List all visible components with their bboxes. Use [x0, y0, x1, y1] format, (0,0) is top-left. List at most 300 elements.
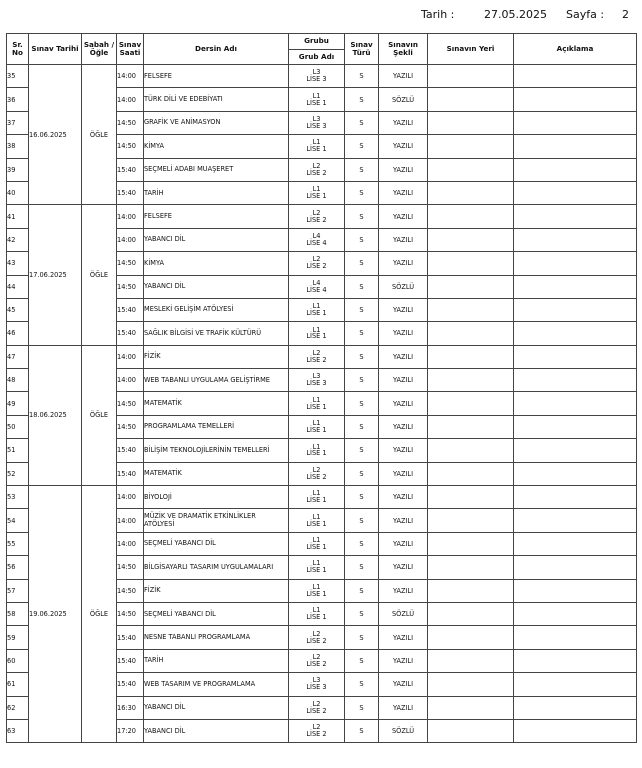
group-name: LİSE 1: [306, 613, 327, 622]
group-code: L2: [312, 161, 321, 170]
group-cell: [289, 532, 345, 555]
exam-date: 19.06.2025: [29, 486, 82, 743]
exam-time: 14:50: [117, 111, 144, 134]
group-code: L1: [312, 489, 321, 498]
group-name: LİSE 1: [306, 589, 327, 598]
course-name: YABANCI DİL: [144, 719, 289, 742]
exam-type: S: [345, 135, 379, 158]
course-name: FELSEFE: [144, 65, 289, 88]
exam-location: [428, 275, 514, 298]
row-number: 39: [7, 158, 29, 181]
exam-type: S: [345, 205, 379, 228]
exam-note: [514, 439, 637, 462]
exam-note: [514, 345, 637, 368]
exam-location: [428, 439, 514, 462]
exam-schedule-table: [6, 33, 637, 743]
exam-time: 14:00: [117, 509, 144, 532]
row-number: 47: [7, 345, 29, 368]
course-name: FİZİK: [144, 345, 289, 368]
group-cell: [289, 626, 345, 649]
col-shift-header: Sabah / Öğle: [82, 34, 117, 65]
group-cell: [289, 298, 345, 321]
exam-type: S: [345, 626, 379, 649]
group-name: LİSE 2: [306, 355, 327, 364]
exam-type: S: [345, 673, 379, 696]
table-row: [7, 205, 637, 228]
group-cell: [289, 65, 345, 88]
exam-time: 14:00: [117, 205, 144, 228]
exam-shift: ÖĞLE: [82, 345, 117, 485]
table-row: [7, 345, 637, 368]
row-number: 61: [7, 673, 29, 696]
exam-time: 14:50: [117, 415, 144, 438]
exam-location: [428, 88, 514, 111]
group-code: L2: [312, 255, 321, 264]
exam-mode: YAZILI: [379, 486, 428, 509]
group-code: L1: [312, 442, 321, 451]
exam-note: [514, 532, 637, 555]
course-name: FELSEFE: [144, 205, 289, 228]
exam-location: [428, 696, 514, 719]
group-cell: [289, 88, 345, 111]
course-name: MESLEKİ GELİŞİM ATÖLYESİ: [144, 298, 289, 321]
group-cell: [289, 602, 345, 625]
exam-type: S: [345, 369, 379, 392]
row-number: 57: [7, 579, 29, 602]
group-code: L1: [312, 325, 321, 334]
exam-note: [514, 205, 637, 228]
col-mode-header: Sınavın Şekli: [379, 34, 428, 65]
exam-type: S: [345, 719, 379, 742]
exam-mode: YAZILI: [379, 181, 428, 204]
exam-date: 18.06.2025: [29, 345, 82, 485]
exam-shift: ÖĞLE: [82, 486, 117, 743]
row-number: 44: [7, 275, 29, 298]
group-name: LİSE 3: [306, 379, 327, 388]
exam-time: 14:50: [117, 556, 144, 579]
exam-note: [514, 228, 637, 251]
exam-type: S: [345, 345, 379, 368]
exam-mode: YAZILI: [379, 579, 428, 602]
exam-time: 14:50: [117, 252, 144, 275]
exam-type: S: [345, 392, 379, 415]
row-number: 60: [7, 649, 29, 672]
exam-time: 14:50: [117, 579, 144, 602]
col-time-header: Sınav Saati: [117, 34, 144, 65]
exam-mode: YAZILI: [379, 322, 428, 345]
col-type-header: Sınav Türü: [345, 34, 379, 65]
exam-location: [428, 228, 514, 251]
exam-location: [428, 252, 514, 275]
exam-date: 16.06.2025: [29, 65, 82, 205]
exam-mode: SÖZLÜ: [379, 602, 428, 625]
exam-location: [428, 415, 514, 438]
table-body: [7, 65, 637, 743]
exam-location: [428, 719, 514, 742]
exam-note: [514, 88, 637, 111]
exam-mode: YAZILI: [379, 673, 428, 696]
table-header: [7, 34, 637, 65]
group-name: LİSE 1: [306, 98, 327, 107]
group-code: L1: [312, 185, 321, 194]
group-name: LİSE 1: [306, 309, 327, 318]
group-name: LİSE 2: [306, 730, 327, 739]
exam-mode: YAZILI: [379, 696, 428, 719]
group-name: LİSE 1: [306, 449, 327, 458]
group-cell: [289, 275, 345, 298]
row-number: 51: [7, 439, 29, 462]
exam-type: S: [345, 252, 379, 275]
exam-mode: YAZILI: [379, 205, 428, 228]
exam-mode: SÖZLÜ: [379, 719, 428, 742]
exam-note: [514, 252, 637, 275]
exam-location: [428, 181, 514, 204]
page-header: [0, 8, 642, 24]
exam-time: 15:40: [117, 462, 144, 485]
row-number: 59: [7, 626, 29, 649]
group-cell: [289, 111, 345, 134]
exam-location: [428, 369, 514, 392]
exam-time: 14:00: [117, 486, 144, 509]
exam-location: [428, 345, 514, 368]
date-value: 27.05.2025: [484, 8, 547, 21]
exam-location: [428, 556, 514, 579]
exam-type: S: [345, 462, 379, 485]
group-code: L2: [312, 723, 321, 732]
row-number: 49: [7, 392, 29, 415]
exam-location: [428, 602, 514, 625]
exam-mode: YAZILI: [379, 158, 428, 181]
exam-mode: YAZILI: [379, 369, 428, 392]
group-name: LİSE 1: [306, 566, 327, 575]
exam-mode: YAZILI: [379, 509, 428, 532]
group-name: LİSE 1: [306, 192, 327, 201]
row-number: 54: [7, 509, 29, 532]
exam-note: [514, 509, 637, 532]
course-name: TARİH: [144, 181, 289, 204]
group-name: LİSE 2: [306, 262, 327, 271]
exam-time: 14:50: [117, 602, 144, 625]
group-cell: [289, 252, 345, 275]
group-code: L2: [312, 629, 321, 638]
exam-note: [514, 65, 637, 88]
group-cell: [289, 369, 345, 392]
group-code: L1: [312, 138, 321, 147]
group-code: L1: [312, 302, 321, 311]
row-number: 55: [7, 532, 29, 555]
exam-note: [514, 111, 637, 134]
exam-location: [428, 649, 514, 672]
exam-location: [428, 509, 514, 532]
group-cell: [289, 509, 345, 532]
group-name: LİSE 2: [306, 659, 327, 668]
exam-time: 14:00: [117, 345, 144, 368]
exam-note: [514, 392, 637, 415]
exam-mode: SÖZLÜ: [379, 88, 428, 111]
row-number: 37: [7, 111, 29, 134]
exam-mode: YAZILI: [379, 439, 428, 462]
exam-time: 15:40: [117, 158, 144, 181]
exam-shift: ÖĞLE: [82, 65, 117, 205]
exam-mode: SÖZLÜ: [379, 275, 428, 298]
exam-type: S: [345, 322, 379, 345]
group-name: LİSE 3: [306, 683, 327, 692]
exam-note: [514, 649, 637, 672]
group-cell: [289, 462, 345, 485]
col-group-header: Grubu: [289, 34, 345, 50]
exam-note: [514, 696, 637, 719]
exam-location: [428, 205, 514, 228]
exam-time: 15:40: [117, 439, 144, 462]
col-course-header: Dersin Adı: [144, 34, 289, 65]
course-name: BİLİŞİM TEKNOLOJİLERİNİN TEMELLERİ: [144, 439, 289, 462]
course-name: WEB TASARIM VE PROGRAMLAMA: [144, 673, 289, 696]
exam-time: 14:50: [117, 275, 144, 298]
row-number: 48: [7, 369, 29, 392]
exam-note: [514, 415, 637, 438]
group-code: L3: [312, 68, 321, 77]
group-cell: [289, 135, 345, 158]
group-code: L1: [312, 419, 321, 428]
row-number: 58: [7, 602, 29, 625]
exam-type: S: [345, 509, 379, 532]
exam-mode: YAZILI: [379, 345, 428, 368]
course-name: BİYOLOJİ: [144, 486, 289, 509]
exam-type: S: [345, 298, 379, 321]
exam-note: [514, 486, 637, 509]
exam-mode: YAZILI: [379, 532, 428, 555]
group-name: LİSE 4: [306, 285, 327, 294]
exam-note: [514, 673, 637, 696]
exam-note: [514, 135, 637, 158]
exam-location: [428, 322, 514, 345]
group-code: L3: [312, 676, 321, 685]
course-name: NESNE TABANLI PROGRAMLAMA: [144, 626, 289, 649]
course-name: SEÇMELİ ADABI MUAŞERET: [144, 158, 289, 181]
table-row: [7, 65, 637, 88]
exam-time: 14:00: [117, 532, 144, 555]
course-name: SEÇMELİ YABANCI DİL: [144, 602, 289, 625]
course-name: TÜRK DİLİ VE EDEBİYATI: [144, 88, 289, 111]
group-code: L1: [312, 91, 321, 100]
exam-note: [514, 602, 637, 625]
group-name: LİSE 1: [306, 402, 327, 411]
row-number: 53: [7, 486, 29, 509]
course-name: KİMYA: [144, 135, 289, 158]
exam-type: S: [345, 532, 379, 555]
row-number: 41: [7, 205, 29, 228]
group-code: L2: [312, 208, 321, 217]
course-name: PROGRAMLAMA TEMELLERİ: [144, 415, 289, 438]
group-name: LİSE 3: [306, 121, 327, 130]
col-no-header: Sr. No: [7, 34, 29, 65]
course-name: MATEMATİK: [144, 462, 289, 485]
group-cell: [289, 415, 345, 438]
col-location-header: Sınavın Yeri: [428, 34, 514, 65]
row-number: 38: [7, 135, 29, 158]
exam-note: [514, 719, 637, 742]
exam-location: [428, 65, 514, 88]
exam-note: [514, 158, 637, 181]
group-cell: [289, 649, 345, 672]
group-cell: [289, 439, 345, 462]
group-cell: [289, 673, 345, 696]
exam-mode: YAZILI: [379, 65, 428, 88]
exam-mode: YAZILI: [379, 626, 428, 649]
exam-location: [428, 135, 514, 158]
row-number: 56: [7, 556, 29, 579]
col-group-name-header: Grub Adı: [289, 50, 345, 65]
group-code: L2: [312, 465, 321, 474]
group-code: L2: [312, 348, 321, 357]
row-number: 40: [7, 181, 29, 204]
group-cell: [289, 486, 345, 509]
exam-mode: YAZILI: [379, 556, 428, 579]
page-number: 2: [622, 8, 629, 21]
exam-note: [514, 462, 637, 485]
row-number: 45: [7, 298, 29, 321]
exam-time: 14:00: [117, 228, 144, 251]
exam-type: S: [345, 275, 379, 298]
exam-time: 15:40: [117, 322, 144, 345]
table-row: [7, 486, 637, 509]
group-name: LİSE 1: [306, 543, 327, 551]
row-number: 46: [7, 322, 29, 345]
exam-time: 14:50: [117, 135, 144, 158]
exam-time: 14:00: [117, 88, 144, 111]
exam-mode: YAZILI: [379, 252, 428, 275]
exam-type: S: [345, 415, 379, 438]
group-name: LİSE 1: [306, 426, 327, 435]
group-name: LİSE 4: [306, 238, 327, 247]
group-code: L1: [312, 512, 321, 521]
exam-shift: ÖĞLE: [82, 205, 117, 345]
group-name: LİSE 2: [306, 472, 327, 481]
exam-location: [428, 673, 514, 696]
exam-note: [514, 181, 637, 204]
exam-time: 14:00: [117, 369, 144, 392]
group-code: L2: [312, 699, 321, 708]
exam-note: [514, 626, 637, 649]
date-label: Tarih :: [421, 8, 455, 21]
exam-date: 17.06.2025: [29, 205, 82, 345]
exam-location: [428, 298, 514, 321]
exam-location: [428, 579, 514, 602]
col-date-header: Sınav Tarihi: [29, 34, 82, 65]
group-cell: [289, 345, 345, 368]
group-name: LİSE 2: [306, 168, 327, 177]
row-number: 63: [7, 719, 29, 742]
exam-note: [514, 369, 637, 392]
group-cell: [289, 392, 345, 415]
row-number: 35: [7, 65, 29, 88]
row-number: 62: [7, 696, 29, 719]
exam-location: [428, 158, 514, 181]
exam-type: S: [345, 556, 379, 579]
exam-note: [514, 579, 637, 602]
exam-time: 17:20: [117, 719, 144, 742]
exam-time: 15:40: [117, 673, 144, 696]
exam-type: S: [345, 602, 379, 625]
exam-type: S: [345, 439, 379, 462]
exam-time: 15:40: [117, 626, 144, 649]
group-name: LİSE 2: [306, 706, 327, 715]
group-name: LİSE 1: [306, 332, 327, 341]
group-name: LİSE 1: [306, 519, 327, 528]
group-code: L1: [312, 606, 321, 615]
group-cell: [289, 228, 345, 251]
course-name: SAĞLIK BİLGİSİ VE TRAFİK KÜLTÜRÜ: [144, 322, 289, 345]
exam-type: S: [345, 181, 379, 204]
course-name: YABANCI DİL: [144, 228, 289, 251]
exam-location: [428, 111, 514, 134]
row-number: 50: [7, 415, 29, 438]
exam-time: 15:40: [117, 298, 144, 321]
exam-type: S: [345, 228, 379, 251]
exam-type: S: [345, 158, 379, 181]
row-number: 36: [7, 88, 29, 111]
exam-time: 15:40: [117, 181, 144, 204]
col-note-header: Açıklama: [514, 34, 637, 65]
group-cell: [289, 579, 345, 602]
group-code: L2: [312, 653, 321, 662]
exam-type: S: [345, 696, 379, 719]
group-name: LİSE 2: [306, 636, 327, 645]
group-code: L1: [312, 395, 321, 404]
page-label: Sayfa :: [566, 8, 605, 21]
course-name: BİLGİSAYARLI TASARIM UYGULAMALARI: [144, 556, 289, 579]
exam-type: S: [345, 88, 379, 111]
exam-location: [428, 626, 514, 649]
group-cell: [289, 696, 345, 719]
group-code: L4: [312, 278, 321, 287]
course-name: MÜZİK VE DRAMATİK ETKİNLİKLER ATÖLYESİ: [144, 509, 289, 532]
group-code: L1: [312, 559, 321, 568]
course-name: FİZİK: [144, 579, 289, 602]
exam-mode: YAZILI: [379, 298, 428, 321]
row-number: 42: [7, 228, 29, 251]
exam-note: [514, 275, 637, 298]
exam-time: 14:50: [117, 392, 144, 415]
course-name: TARİH: [144, 649, 289, 672]
exam-type: S: [345, 65, 379, 88]
group-cell: [289, 158, 345, 181]
course-name: SEÇMELİ YABANCI DİL: [144, 532, 289, 555]
exam-type: S: [345, 649, 379, 672]
course-name: KİMYA: [144, 252, 289, 275]
exam-note: [514, 298, 637, 321]
exam-mode: YAZILI: [379, 415, 428, 438]
group-name: LİSE 1: [306, 145, 327, 154]
exam-type: S: [345, 579, 379, 602]
group-cell: [289, 719, 345, 742]
exam-location: [428, 462, 514, 485]
row-number: 43: [7, 252, 29, 275]
course-name: WEB TABANLI UYGULAMA GELİŞTİRME: [144, 369, 289, 392]
course-name: MATEMATİK: [144, 392, 289, 415]
exam-mode: YAZILI: [379, 135, 428, 158]
exam-location: [428, 532, 514, 555]
group-code: L1: [312, 582, 321, 591]
course-name: YABANCI DİL: [144, 696, 289, 719]
group-cell: [289, 181, 345, 204]
group-name: LİSE 1: [306, 496, 327, 505]
group-cell: [289, 322, 345, 345]
row-number: 52: [7, 462, 29, 485]
course-name: GRAFİK VE ANİMASYON: [144, 111, 289, 134]
exam-time: 16:30: [117, 696, 144, 719]
exam-time: 15:40: [117, 649, 144, 672]
